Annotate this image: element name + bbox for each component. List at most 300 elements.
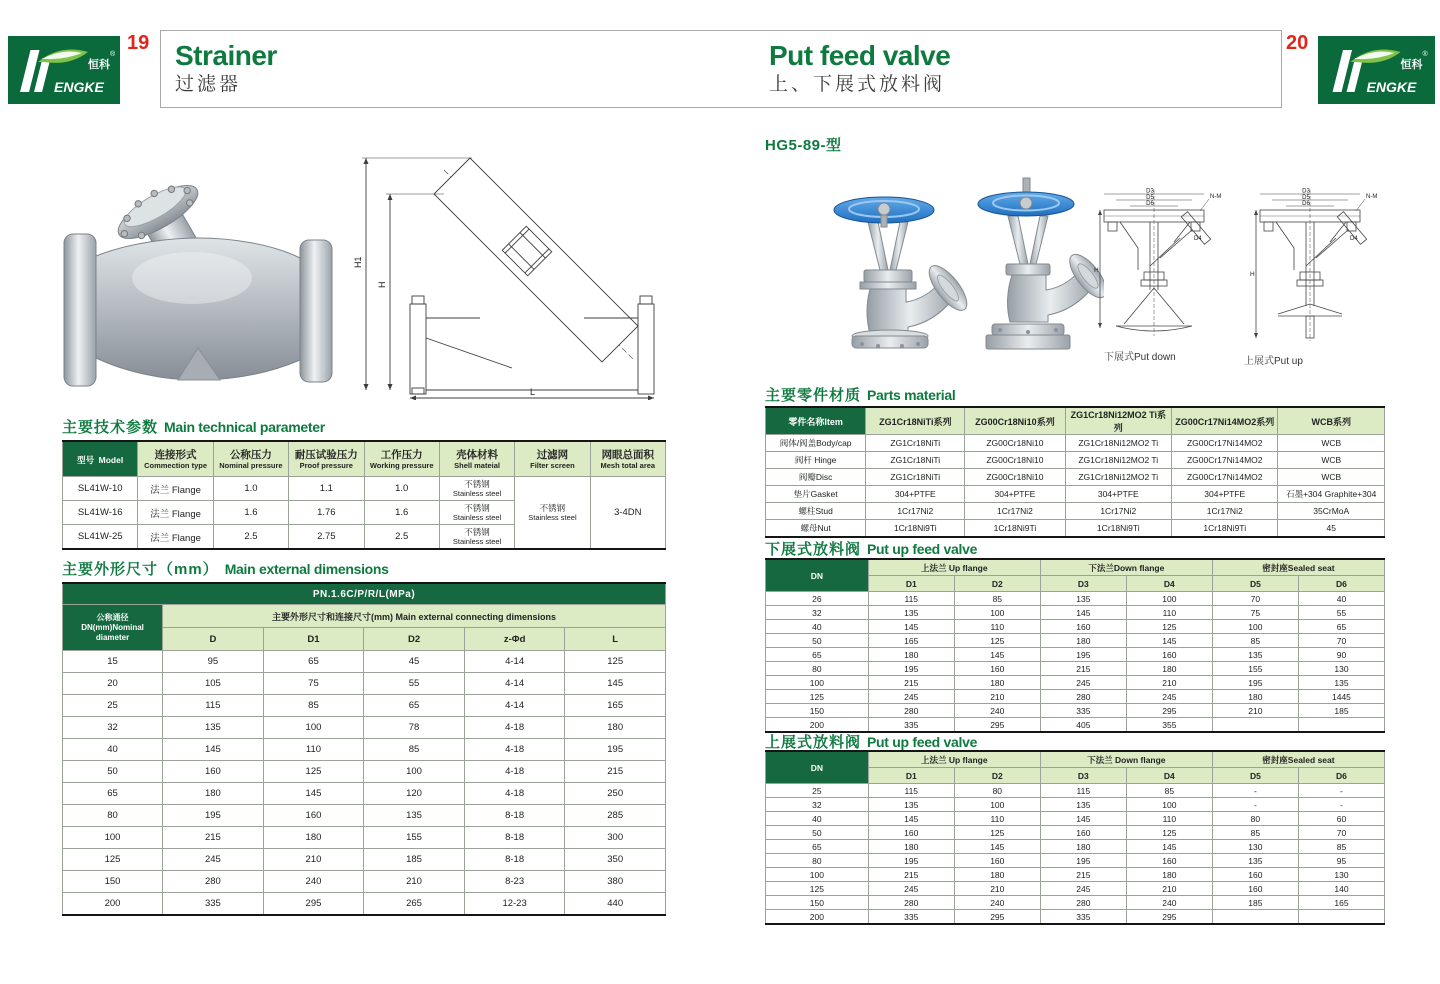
table-cell: 100 — [1126, 592, 1212, 606]
table-cell: 355 — [1126, 718, 1212, 733]
table-cell: 4-18 — [464, 739, 565, 761]
hengke-logo-right — [1318, 36, 1435, 104]
table-cell — [1298, 910, 1384, 925]
table-row — [63, 477, 666, 501]
dim-nm: N-M — [1210, 194, 1222, 200]
table-cell: 35CrMoA — [1278, 503, 1385, 520]
table-cell: 32 — [766, 606, 869, 620]
table-cell: 180 — [565, 717, 666, 739]
table-row — [766, 435, 1385, 452]
table-cell: 335 — [163, 893, 264, 916]
table-cell: 95 — [1298, 854, 1384, 868]
header-zh: 过滤网 — [536, 448, 569, 461]
table-cell: 210 — [1126, 676, 1212, 690]
table-cell: 155 — [1212, 662, 1298, 676]
table-cell: 245 — [1126, 690, 1212, 704]
table-cell: 180 — [163, 783, 264, 805]
table-row — [766, 896, 1385, 910]
table-cell: 155 — [364, 827, 465, 849]
table-cell: 280 — [1040, 690, 1126, 704]
table-cell: 280 — [868, 896, 954, 910]
table-cell: - — [1298, 798, 1384, 812]
shell-en: Stainless steel — [452, 513, 502, 522]
table-cell: 145 — [868, 620, 954, 634]
table-row — [63, 739, 666, 761]
table-cell: 75 — [1212, 606, 1298, 620]
table-cell: - — [1212, 784, 1298, 798]
header-zh: 壳体材料 — [456, 448, 499, 461]
dim-h: H — [1250, 271, 1255, 278]
table-cell: 65 — [364, 695, 465, 717]
dim-d6: D6 — [1302, 201, 1310, 207]
table-cell: 200 — [63, 893, 163, 916]
dim-d3: D3 — [1302, 188, 1310, 195]
table-cell: 125 — [954, 826, 1040, 840]
table-row — [63, 695, 666, 717]
col-header-d1: D1 — [868, 768, 954, 784]
table-cell: 160 — [163, 761, 264, 783]
table-cell: 180 — [1040, 840, 1126, 854]
table-header-row — [766, 407, 1385, 435]
cell-model: SL41W-16 — [63, 501, 138, 525]
col-header-l: L — [565, 628, 666, 651]
table-cell: 215 — [1040, 662, 1126, 676]
table-cell: 130 — [1298, 662, 1384, 676]
header-zh: 公称压力 — [229, 448, 272, 461]
table-cell: 135 — [1040, 798, 1126, 812]
col-header-series-5: WCB系列 — [1278, 407, 1385, 435]
logo-zh-text: 恒科 — [1400, 59, 1423, 71]
page-number-left: 19 — [127, 32, 150, 54]
table-cell: ZG1Cr18NiTi — [866, 469, 965, 486]
table-cell: 50 — [766, 826, 869, 840]
table-row — [766, 840, 1385, 854]
dim-nm: N-M — [1366, 194, 1378, 200]
table-row — [766, 592, 1385, 606]
table-cell: ZG1Cr18NiTi — [866, 452, 965, 469]
table-cell: 1Cr17Ni2 — [965, 503, 1065, 520]
table-cell: 70 — [1298, 826, 1384, 840]
valve-drawing-put-up — [1250, 189, 1377, 342]
table-cell: 65 — [1298, 620, 1384, 634]
table-cell: 215 — [565, 761, 666, 783]
table-cell: 160 — [1126, 648, 1212, 662]
table-cell: 200 — [766, 910, 869, 925]
table-cell: 150 — [766, 896, 869, 910]
table-cell: 195 — [868, 662, 954, 676]
section-title-external-dimensions — [62, 558, 389, 579]
col-header-d2: D2 — [954, 576, 1040, 592]
table-cell: 100 — [766, 868, 869, 882]
table-cell: 125 — [766, 690, 869, 704]
table-cell: 160 — [1212, 882, 1298, 896]
table-cell: 240 — [263, 871, 364, 893]
table-cell: 100 — [263, 717, 364, 739]
caption-put-down: 下展式Put down — [1104, 352, 1176, 363]
col-header-d: D — [163, 628, 264, 651]
corner-line: 公称通径 — [96, 612, 129, 622]
table-cell: 8-18 — [464, 805, 565, 827]
table-row — [766, 520, 1385, 538]
table-cell: 110 — [1126, 606, 1212, 620]
header-zh: 耐压试验压力 — [294, 448, 358, 461]
table-cell: 195 — [1040, 854, 1126, 868]
table-cell: 210 — [364, 871, 465, 893]
table-cell: 210 — [1212, 704, 1298, 718]
table-cell: 75 — [263, 673, 364, 695]
cell-model: SL41W-10 — [63, 477, 138, 501]
table-row — [766, 812, 1385, 826]
col-header-proof-pressure — [289, 441, 364, 477]
header-en: Mesh total area — [600, 460, 656, 470]
table-cell: 70 — [1298, 634, 1384, 648]
dim-d4: D4 — [1194, 236, 1202, 242]
table-row — [766, 620, 1385, 634]
table-row — [63, 871, 666, 893]
table-row — [766, 854, 1385, 868]
table-cell: 245 — [1040, 882, 1126, 896]
corner-line: DN(mm)Nominal — [81, 622, 144, 632]
table-cell: 78 — [364, 717, 465, 739]
table-cell: 阀瓣Disc — [766, 469, 866, 486]
dim-d6: D6 — [1146, 201, 1154, 207]
table-cell: 145 — [868, 812, 954, 826]
table-cell: 145 — [1040, 606, 1126, 620]
table-cell: - — [1212, 798, 1298, 812]
table-cell: 245 — [163, 849, 264, 871]
table-cell: 160 — [868, 826, 954, 840]
table-row — [63, 893, 666, 916]
table-header-row — [766, 751, 1385, 768]
table-header-row — [63, 441, 666, 477]
group-header-down-flange: 下法兰 Down flange — [1040, 751, 1212, 768]
table-cell: 240 — [1126, 896, 1212, 910]
table-cell: 40 — [1298, 592, 1384, 606]
table-cell: 105 — [163, 673, 264, 695]
table-cell: 95 — [163, 651, 264, 673]
table-cell: 295 — [1126, 910, 1212, 925]
table-cell: 55 — [1298, 606, 1384, 620]
model-type-label: HG5-89-型 — [765, 137, 842, 154]
table-cell: 200 — [766, 718, 869, 733]
table-cell: 25 — [766, 784, 869, 798]
table-cell: 304+PTFE — [866, 486, 965, 503]
table-cell: - — [1298, 784, 1384, 798]
table-cell: 8-23 — [464, 871, 565, 893]
table-cell: 180 — [868, 840, 954, 854]
table-band-row — [63, 583, 666, 605]
table-cell: 150 — [63, 871, 163, 893]
cell-proof: 1.1 — [289, 477, 364, 501]
table-cell: 180 — [954, 676, 1040, 690]
header-en: Shell mateial — [454, 460, 500, 470]
filter-en: Stainless steel — [528, 513, 577, 522]
hengke-logo-icon — [8, 36, 120, 104]
table-cell: 100 — [1212, 620, 1298, 634]
table-cell: 150 — [766, 704, 869, 718]
logo-zh-text: 恒科 — [88, 59, 110, 71]
section-title-zh: 主要技术参数 — [62, 419, 159, 436]
group-header-up-flange: 上法兰 Up flange — [868, 751, 1040, 768]
cell-work: 2.5 — [364, 525, 439, 550]
col-header-series-3: ZG1Cr18Ni12MO2 Ti系列 — [1065, 407, 1171, 435]
table-cell: 304+PTFE — [965, 486, 1065, 503]
logo-reg-mark: ® — [1422, 51, 1428, 58]
header-en: Commection type — [144, 460, 208, 470]
logo-en-text: ENGKE — [1366, 79, 1417, 95]
table-cell: 335 — [868, 910, 954, 925]
table-cell: 60 — [1298, 812, 1384, 826]
table-cell: 245 — [1040, 676, 1126, 690]
col-header-d6: D6 — [1298, 576, 1384, 592]
col-header-mesh-area — [590, 441, 665, 477]
table-cell: 300 — [565, 827, 666, 849]
col-header-d3: D3 — [1040, 576, 1126, 592]
table-cell: 135 — [1212, 648, 1298, 662]
table-cell: 135 — [163, 717, 264, 739]
col-header-nominal-pressure — [213, 441, 288, 477]
caption-put-up: 上展式Put up — [1244, 356, 1303, 367]
table-cell: 125 — [565, 651, 666, 673]
table-cell: 245 — [868, 882, 954, 896]
table-cell: 4-14 — [464, 673, 565, 695]
dim-d3: D3 — [1146, 188, 1154, 195]
table-cell: 295 — [954, 910, 1040, 925]
table-cell: 145 — [1126, 634, 1212, 648]
table-cell: 210 — [263, 849, 364, 871]
table-cell: ZG00Cr17Ni14MO2 — [1172, 435, 1278, 452]
table-cell: WCB — [1278, 469, 1385, 486]
table-cell: 50 — [63, 761, 163, 783]
table-row — [766, 690, 1385, 704]
table-cell: 85 — [1126, 784, 1212, 798]
table-cell: 80 — [766, 662, 869, 676]
section-title-en: Parts material — [867, 387, 956, 403]
table-row — [63, 717, 666, 739]
table-row — [766, 469, 1385, 486]
shell-zh: 不锈钢 — [464, 503, 490, 513]
table-row — [63, 827, 666, 849]
cell-mesh-area: 3-4DN — [590, 477, 665, 550]
table-cell: 165 — [868, 634, 954, 648]
table-cell: 160 — [1126, 854, 1212, 868]
table-cell: 115 — [868, 592, 954, 606]
table-row — [766, 606, 1385, 620]
table-cell: 1Cr17Ni2 — [1172, 503, 1278, 520]
table-cell: 165 — [1298, 896, 1384, 910]
table-cell: 1Cr17Ni2 — [1065, 503, 1171, 520]
table-cell: 石墨+304 Graphite+304 — [1278, 486, 1385, 503]
table-cell: 195 — [565, 739, 666, 761]
dim-h: H — [1094, 267, 1099, 274]
col-header-shell-material — [439, 441, 514, 477]
table-cell: 195 — [1212, 676, 1298, 690]
section-title-technical-parameter — [62, 416, 325, 437]
table-cell: 280 — [163, 871, 264, 893]
table-cell: 195 — [163, 805, 264, 827]
table-cell: 380 — [565, 871, 666, 893]
table-cell: 85 — [1212, 826, 1298, 840]
table-cell: 210 — [1126, 882, 1212, 896]
table-cell: 1Cr18Ni9Ti — [1172, 520, 1278, 538]
table-cell: 210 — [954, 690, 1040, 704]
section-title-zh: 主要外形尺寸（mm） — [62, 561, 219, 578]
cell-connection: 法兰 Flange — [138, 525, 213, 550]
table-cell: 90 — [1298, 648, 1384, 662]
table-row — [766, 798, 1385, 812]
table-cell: 145 — [1126, 840, 1212, 854]
table-cell: 180 — [954, 868, 1040, 882]
table-cell: 垫片Gasket — [766, 486, 866, 503]
table-row — [766, 826, 1385, 840]
table-cell: 125 — [1126, 826, 1212, 840]
table-cell: 440 — [565, 893, 666, 916]
table-row — [766, 676, 1385, 690]
table-cell: 阀杆 Hinge — [766, 452, 866, 469]
cell-connection: 法兰 Flange — [138, 477, 213, 501]
table-cell: 180 — [263, 827, 364, 849]
table-cell: 245 — [868, 690, 954, 704]
table-cell: 240 — [954, 896, 1040, 910]
dim-label-l: L — [530, 387, 536, 397]
table-cell: 4-14 — [464, 651, 565, 673]
table-row — [63, 805, 666, 827]
table-row — [766, 634, 1385, 648]
table-cell: 160 — [954, 662, 1040, 676]
section-title-zh: 下展式放料阀 — [765, 541, 862, 558]
left-page-title — [175, 40, 277, 98]
table-cell: 145 — [565, 673, 666, 695]
external-dimensions-table — [62, 582, 666, 916]
table-cell: 130 — [1212, 840, 1298, 854]
table-row — [766, 784, 1385, 798]
table-row — [766, 704, 1385, 718]
table-cell — [1298, 718, 1384, 733]
table-cell: 135 — [868, 606, 954, 620]
table-header-row — [63, 605, 666, 628]
dim-label-h1: H1 — [353, 256, 363, 268]
table-cell: 110 — [1126, 812, 1212, 826]
down-feed-valve-table — [765, 558, 1385, 733]
shell-en: Stainless steel — [452, 537, 502, 546]
table-cell: 125 — [63, 849, 163, 871]
table-cell: 180 — [868, 648, 954, 662]
section-title-parts-material — [765, 384, 955, 405]
table-cell: 160 — [1212, 868, 1298, 882]
table-cell: 335 — [868, 718, 954, 733]
table-cell: 145 — [954, 840, 1040, 854]
table-cell: 185 — [364, 849, 465, 871]
table-cell: 1Cr18Ni9Ti — [866, 520, 965, 538]
table-cell: 240 — [954, 704, 1040, 718]
table-cell: 100 — [63, 827, 163, 849]
table-cell: 135 — [1298, 676, 1384, 690]
section-title-zh: 主要零件材质 — [765, 387, 862, 404]
table-cell: 100 — [766, 676, 869, 690]
table-cell: 120 — [364, 783, 465, 805]
cell-shell — [439, 501, 514, 525]
table-cell: 280 — [1040, 896, 1126, 910]
table-cell: 85 — [1298, 840, 1384, 854]
table-cell: 295 — [263, 893, 364, 916]
table-cell: 135 — [364, 805, 465, 827]
valve-photo-down-type — [834, 197, 973, 348]
table-cell: 4-18 — [464, 783, 565, 805]
cell-pn: 1.0 — [213, 477, 288, 501]
table-cell: 115 — [163, 695, 264, 717]
table-cell: 45 — [364, 651, 465, 673]
cell-proof: 2.75 — [289, 525, 364, 550]
table-cell: 100 — [364, 761, 465, 783]
logo-en-text: ENGKE — [54, 79, 104, 95]
section-title-down-feed-valve — [765, 538, 977, 559]
cell-shell — [439, 477, 514, 501]
table-cell: ZG1Cr18NiTi — [866, 435, 965, 452]
hengke-logo-left — [8, 36, 120, 104]
header-en: Working pressure — [369, 460, 434, 470]
page-number-right: 20 — [1286, 32, 1309, 54]
table-cell: 65 — [263, 651, 364, 673]
table-row — [766, 648, 1385, 662]
col-header-d4: D4 — [1126, 576, 1212, 592]
right-page-title — [769, 40, 950, 98]
table-cell: 40 — [766, 812, 869, 826]
table-cell: ZG00Cr18Ni10 — [965, 469, 1065, 486]
table-cell: 250 — [565, 783, 666, 805]
table-cell: 180 — [1126, 868, 1212, 882]
table-cell: 25 — [63, 695, 163, 717]
table-cell: 32 — [63, 717, 163, 739]
table-cell: 20 — [63, 673, 163, 695]
table-cell: 100 — [954, 798, 1040, 812]
table-cell: ZG1Cr18Ni12MO2 Ti — [1065, 469, 1171, 486]
strainer-drawing — [352, 148, 670, 400]
col-header-zd: z-Φd — [464, 628, 565, 651]
dim-label-h: H — [377, 281, 387, 288]
table-row — [63, 849, 666, 871]
table-cell: 70 — [1212, 592, 1298, 606]
table-cell: 65 — [766, 840, 869, 854]
cell-pn: 1.6 — [213, 501, 288, 525]
table-cell: 85 — [364, 739, 465, 761]
col-header-item: 零件名称Item — [766, 407, 866, 435]
table-cell: 8-18 — [464, 849, 565, 871]
dim-d4: D4 — [1350, 236, 1358, 242]
table-row — [766, 486, 1385, 503]
table-cell: 215 — [1040, 868, 1126, 882]
filter-zh: 不锈钢 — [539, 503, 566, 513]
table-cell: 140 — [1298, 882, 1384, 896]
table-cell: 26 — [766, 592, 869, 606]
parts-material-table — [765, 406, 1385, 538]
table-row — [766, 882, 1385, 896]
table-row — [63, 761, 666, 783]
dim-d5: D5 — [1302, 195, 1310, 201]
table-cell: 125 — [263, 761, 364, 783]
table-cell: 265 — [364, 893, 465, 916]
table-cell: 160 — [263, 805, 364, 827]
table-row — [766, 503, 1385, 520]
cell-work: 1.0 — [364, 477, 439, 501]
table-cell: 350 — [565, 849, 666, 871]
title-bar — [160, 30, 1282, 108]
table-cell: 125 — [766, 882, 869, 896]
table-cell: 335 — [1040, 910, 1126, 925]
cell-filter-screen — [515, 477, 590, 550]
col-header-series-4: ZG00Cr17Ni14MO2系列 — [1172, 407, 1278, 435]
table-cell: 215 — [163, 827, 264, 849]
table-cell: ZG00Cr18Ni10 — [965, 435, 1065, 452]
